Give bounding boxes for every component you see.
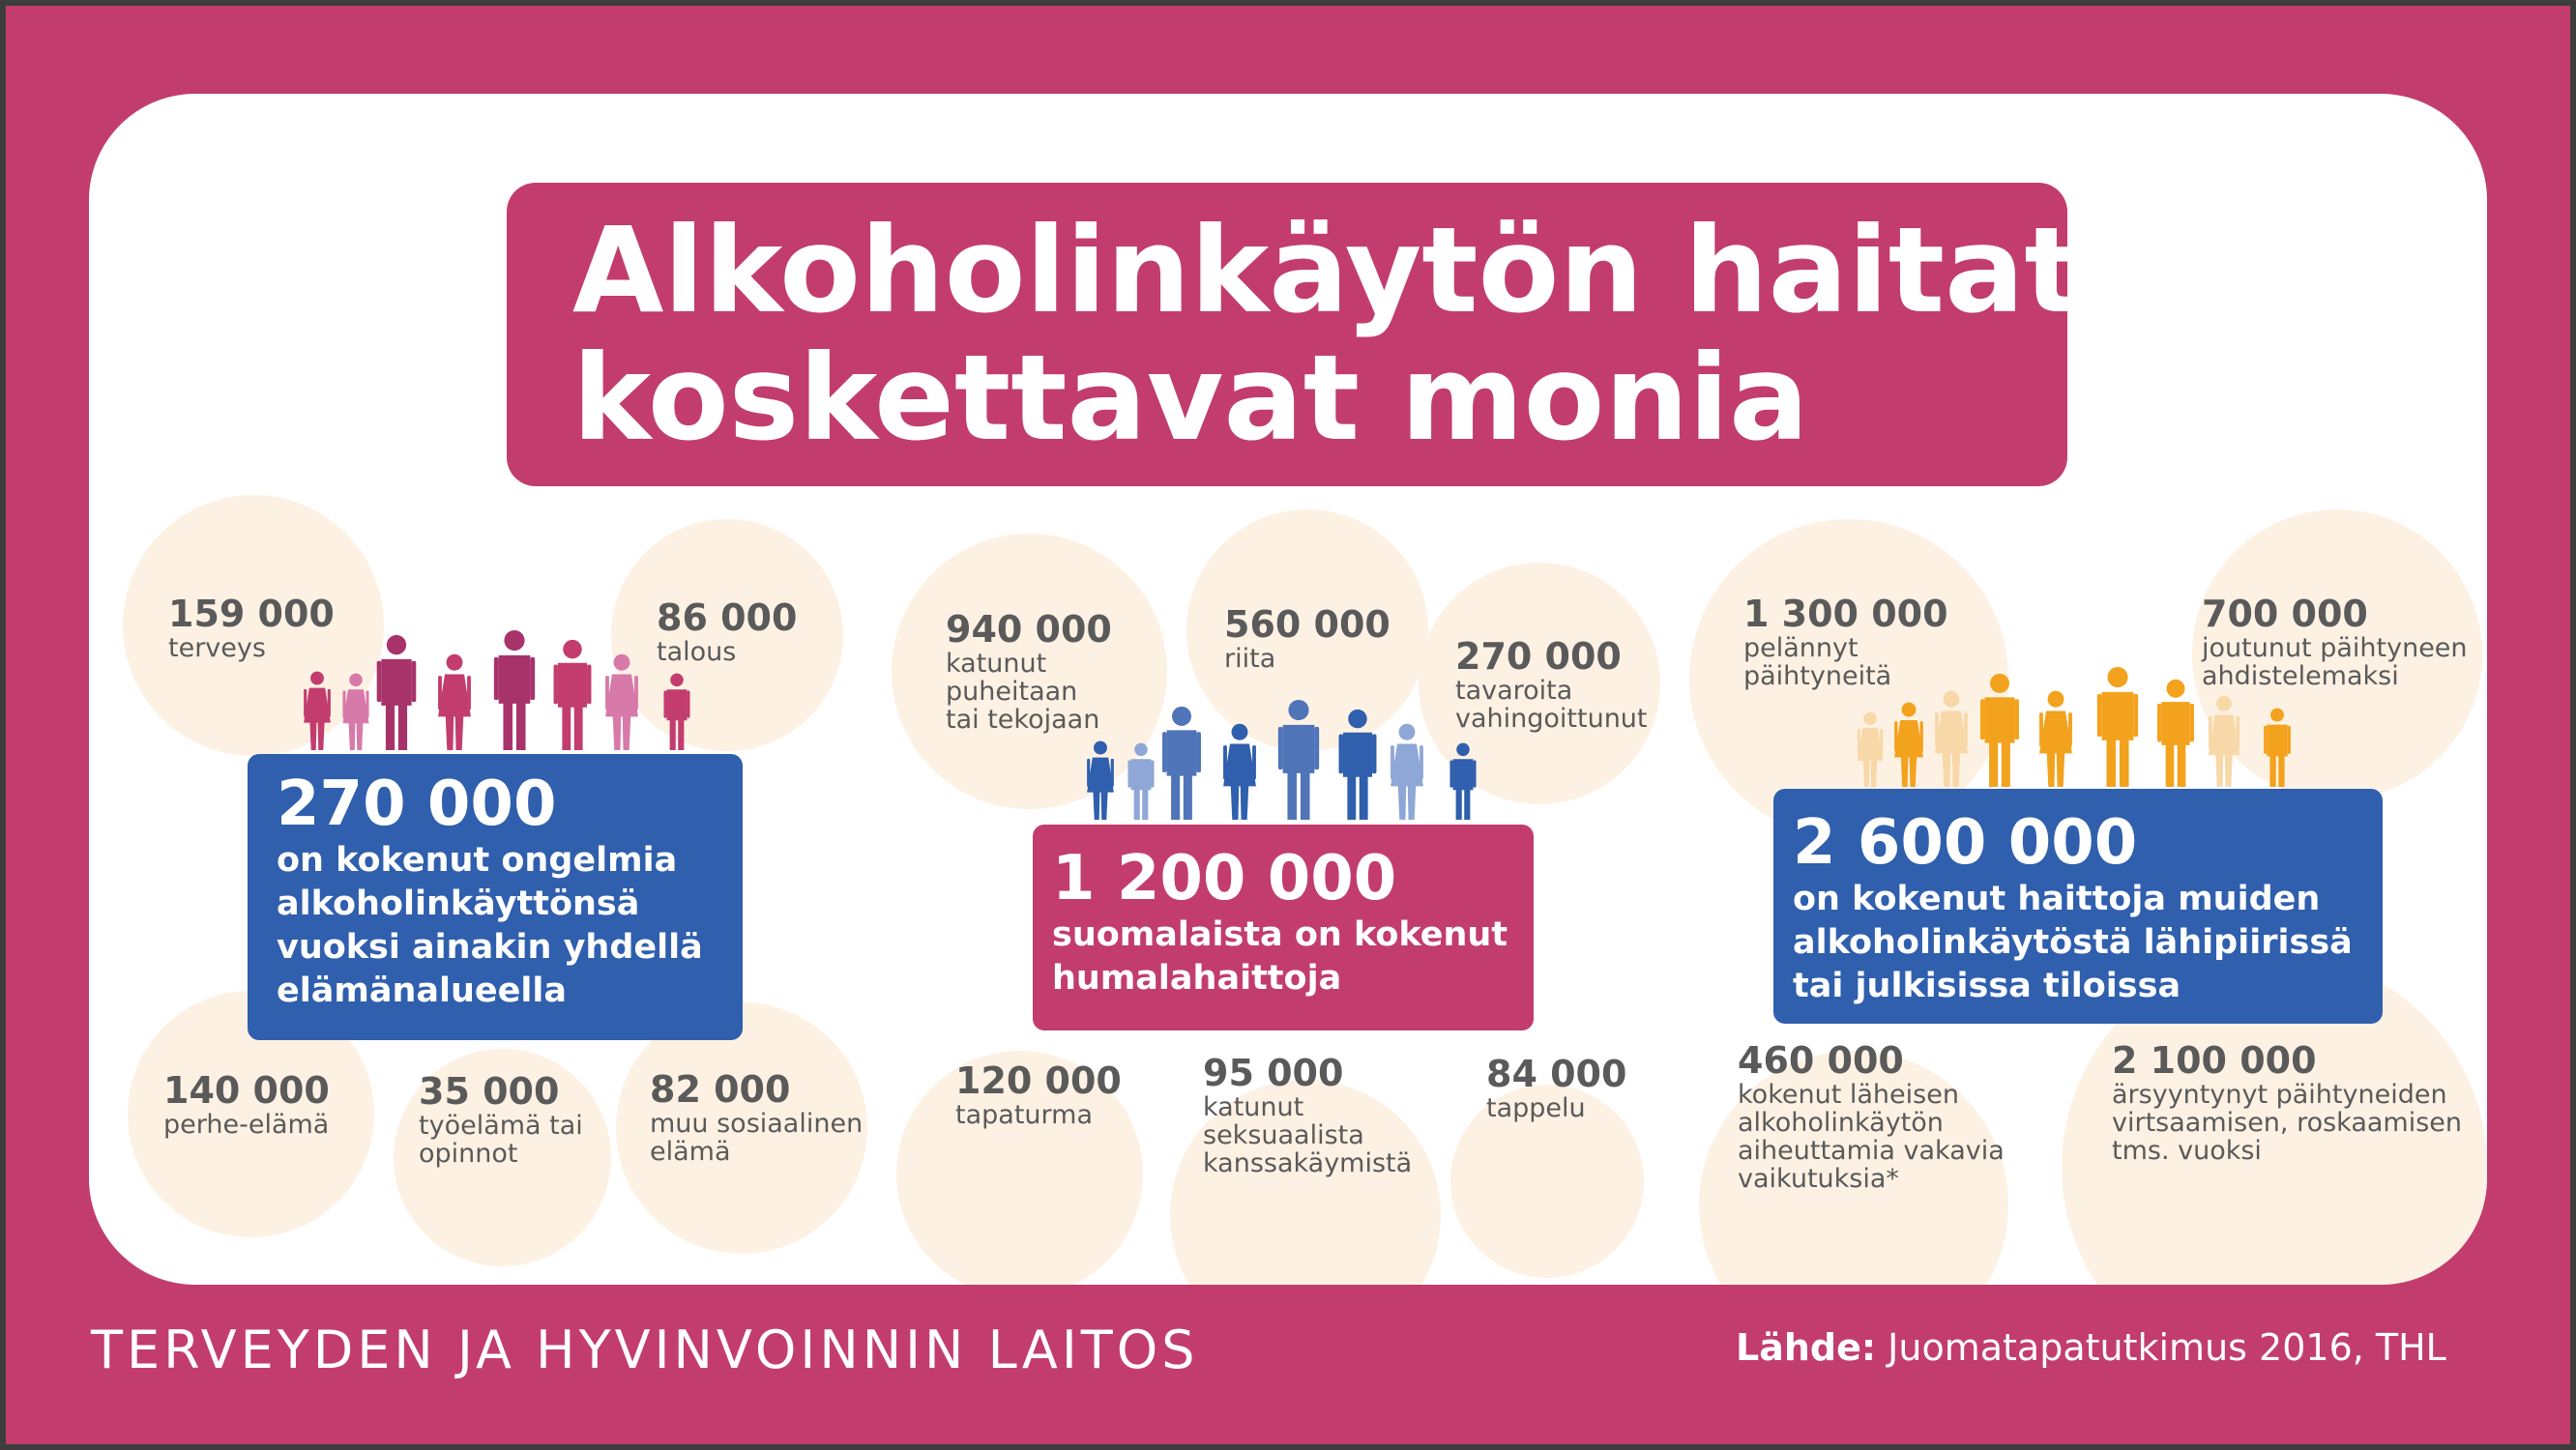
stat-value: 940 000 (946, 608, 1112, 651)
stat-value: 560 000 (1224, 603, 1390, 646)
stat-label: perhe-elämä (163, 1110, 330, 1140)
stat-label: pelännyt päihtyneitä (1743, 633, 1892, 691)
stat-label: työelämä tai opinnot (419, 1111, 583, 1169)
stat-label: riita (1224, 644, 1276, 674)
summary-total: 2 600 000 (1793, 807, 2138, 879)
stat-label: tappelu (1486, 1093, 1586, 1123)
stat-value: 95 000 (1203, 1052, 1344, 1094)
stat-value: 120 000 (955, 1059, 1122, 1102)
stat-value: 159 000 (168, 593, 335, 635)
stat-label: muu sosiaalinen elämä (650, 1109, 864, 1167)
stat-label: ärsyyntynyt päihtyneiden virtsaamisen, roskaamisen tms. vuoksi (2112, 1080, 2463, 1166)
stat-value: 700 000 (2202, 593, 2368, 635)
stat-value: 84 000 (1486, 1053, 1627, 1095)
stat-label: joutunut päihtyneen ahdistelemaksi (2202, 633, 2468, 691)
stat-label: kokenut läheisen alkoholinkäytön aiheuttamia vakavia vaikutuksia* (1738, 1080, 2005, 1194)
stat-value: 1 300 000 (1743, 593, 1948, 635)
stat-label: tapaturma (955, 1100, 1093, 1130)
summary-text: on kokenut ongelmia alkoholinkäyttönsä vuoksi ainakin yhdellä elämänalueella (277, 841, 703, 1010)
summary-total: 1 200 000 (1052, 843, 1397, 914)
stat-value: 86 000 (657, 596, 798, 639)
stat-value: 460 000 (1738, 1039, 1904, 1082)
summary-total: 270 000 (277, 768, 557, 840)
source-label: Lähde: (1736, 1326, 1877, 1369)
stat-value: 140 000 (163, 1069, 330, 1112)
summary-text: suomalaista on kokenut humalahaittoja (1052, 915, 1508, 998)
stat-label: talous (657, 637, 737, 667)
stat-value: 270 000 (1455, 635, 1622, 678)
summary-text: on kokenut haittoja muiden alkoholinkäytöstä lähipiirissä tai julkisissa tiloissa (1793, 880, 2353, 1005)
stat-value: 35 000 (419, 1070, 560, 1113)
stat-label: katunut seksuaalista kanssakäymistä (1203, 1092, 1413, 1178)
stat-label: terveys (168, 633, 266, 663)
stat-label: katunut puheitaan tai tekojaan (946, 649, 1100, 735)
stat-label: tavaroita vahingoittunut (1455, 676, 1648, 734)
organization-name: TERVEYDEN JA HYVINVOINNIN LAITOS (91, 1320, 1199, 1380)
stat-value: 82 000 (650, 1068, 791, 1111)
source-text: Juomatapatutkimus 2016, THL (1876, 1326, 2446, 1369)
title-line-1: Alkoholinkäytön haitat (572, 202, 2081, 339)
stat-value: 2 100 000 (2112, 1039, 2317, 1082)
title-line-2: koskettavat monia (572, 330, 1809, 467)
